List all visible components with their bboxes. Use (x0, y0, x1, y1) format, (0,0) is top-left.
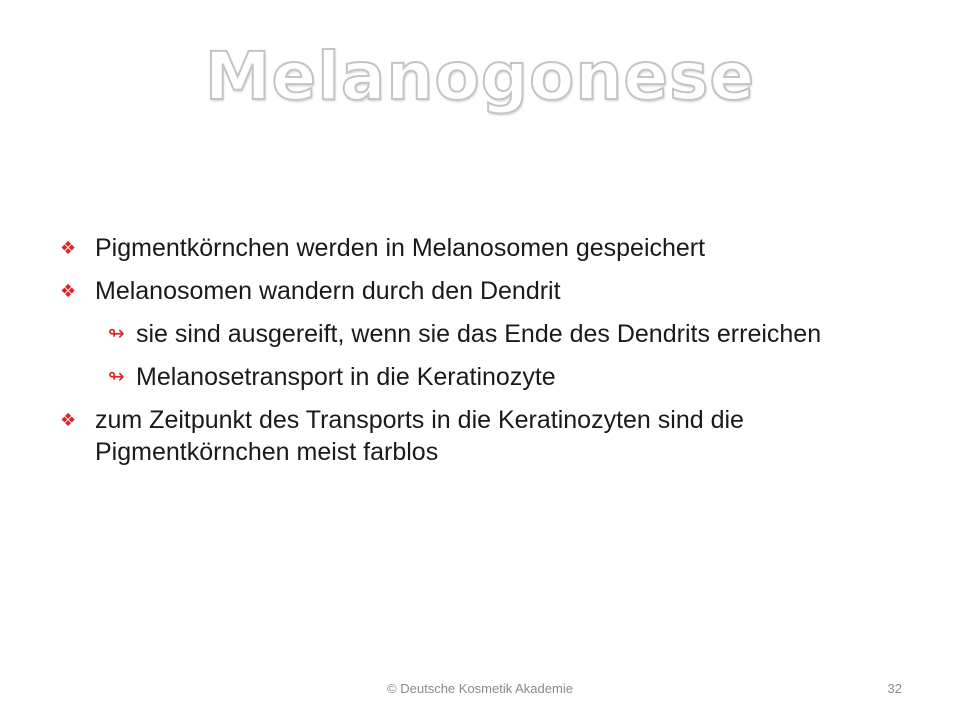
arrow-bullet-icon: ↬ (108, 366, 125, 388)
sub-bullet-item (60, 318, 880, 350)
sub-bullet-text: sie sind ausgereift, wenn sie das Ende des Dendrits erreichen (136, 320, 822, 348)
bullet-item (60, 232, 880, 264)
bullet-item (60, 275, 880, 307)
footer-copyright: © Deutsche Kosmetik Akademie (387, 681, 573, 696)
bullet-text: zum Zeitpunkt des Transports in die Keratinozyten sind die Pigmentkörnchen meist farblos (95, 406, 744, 466)
page-number: 32 (887, 681, 902, 696)
slide-title: Melanogonese (204, 38, 756, 115)
diamond-bullet-icon: ❖ (60, 238, 77, 258)
diamond-bullet-icon: ❖ (60, 281, 77, 301)
sub-bullet-text: Melanosetransport in die Keratinozyte (136, 363, 556, 391)
arrow-bullet-icon: ↬ (108, 323, 125, 345)
sub-bullet-item (60, 361, 880, 393)
bullet-item (60, 404, 880, 468)
diamond-bullet-icon: ❖ (60, 410, 77, 430)
bullet-text: Pigmentkörnchen werden in Melanosomen gespeichert (95, 234, 706, 262)
bullet-text: Melanosomen wandern durch den Dendrit (95, 277, 561, 305)
bullet-list (60, 232, 880, 479)
